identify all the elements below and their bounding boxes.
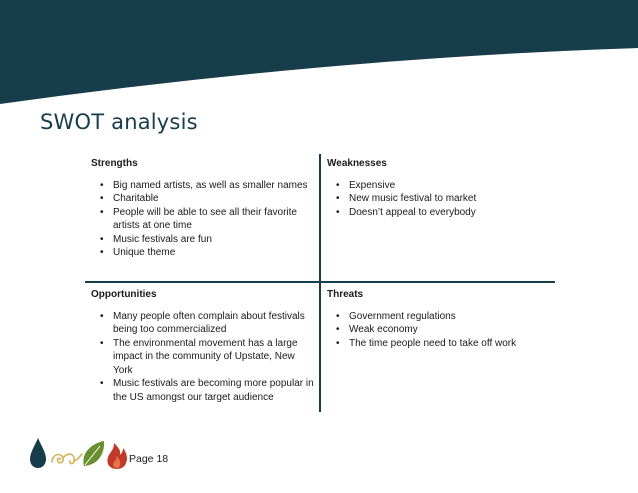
strengths-item: • Music festivals are fun — [91, 233, 316, 247]
weaknesses-item: • Doesn’t appeal to everybody — [327, 206, 552, 220]
leaf-icon — [83, 441, 104, 466]
strengths-item: • People will be able to see all their favorite artists at one time — [91, 206, 316, 233]
strengths-heading: Strengths — [91, 158, 138, 169]
strengths-item: • Charitable — [91, 192, 316, 206]
threats-heading: Threats — [327, 289, 364, 300]
threats-list — [327, 310, 552, 351]
page-title: SWOT analysis — [40, 110, 198, 134]
swot-grid — [85, 150, 555, 412]
opportunities-item: • Music festivals are becoming more popular in the US amongst our target audience — [91, 377, 316, 404]
threats-quadrant — [327, 288, 552, 350]
weaknesses-item: • Expensive — [327, 179, 552, 193]
header-band — [0, 0, 638, 110]
vertical-divider — [319, 154, 321, 412]
footer-icons — [28, 436, 130, 470]
threats-item: • Weak economy — [327, 323, 552, 337]
strengths-quadrant — [91, 157, 316, 260]
strengths-list — [91, 179, 316, 260]
opportunities-item: • The environmental movement has a large impact in the community of Upstate, New York — [91, 337, 316, 378]
page-number: Page 18 — [129, 453, 169, 465]
weaknesses-list — [327, 179, 552, 220]
weaknesses-item: • New music festival to market — [327, 192, 552, 206]
threats-item: • The time people need to take off work — [327, 337, 552, 351]
opportunities-item: • Many people often complain about festivals being too commercialized — [91, 310, 316, 337]
threats-item: • Government regulations — [327, 310, 552, 324]
horizontal-divider — [85, 281, 555, 283]
flame-icon — [107, 443, 127, 469]
opportunities-quadrant — [91, 288, 316, 404]
water-drop-icon — [30, 438, 46, 468]
strengths-item: • Big named artists, as well as smaller names — [91, 179, 316, 193]
swirl-icon — [52, 454, 82, 464]
weaknesses-quadrant — [327, 157, 552, 219]
opportunities-heading: Opportunities — [91, 289, 157, 300]
weaknesses-heading: Weaknesses — [327, 158, 387, 169]
strengths-item: • Unique theme — [91, 246, 316, 260]
opportunities-list — [91, 310, 316, 405]
